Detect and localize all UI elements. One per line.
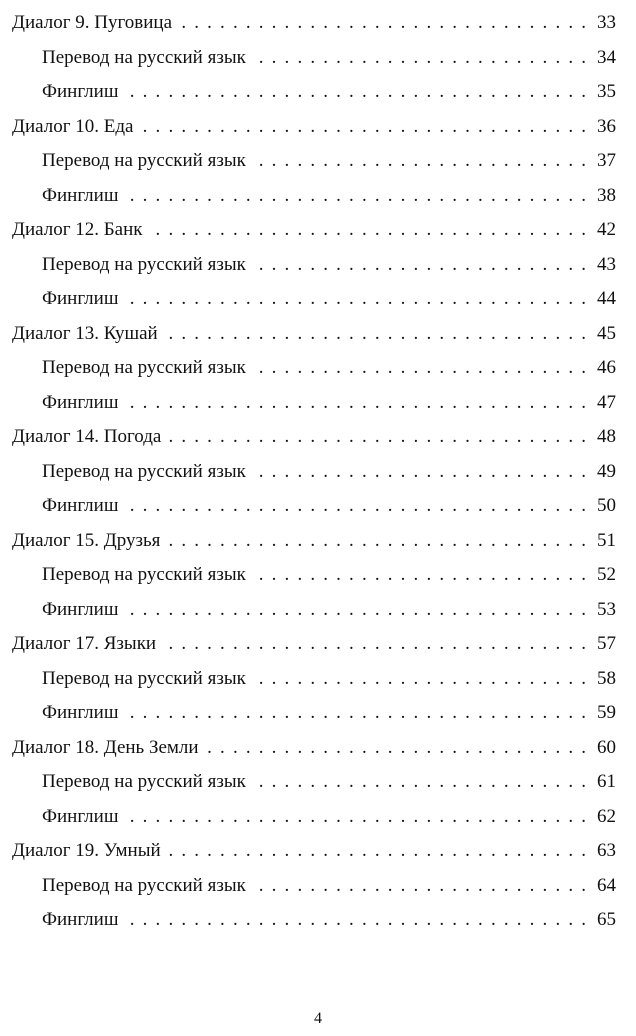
toc-entry-page-number: 44 (586, 288, 616, 310)
toc-entry-title: Финглиш (42, 599, 122, 621)
toc-entry-subsection (0, 351, 636, 386)
toc-entry-subsection (0, 282, 636, 317)
toc-entry-page-number: 51 (586, 530, 616, 552)
toc-entry-title: Перевод на русский язык (42, 564, 250, 586)
toc-entry-title: Финглиш (42, 81, 122, 103)
toc-entry-page-number: 62 (586, 806, 616, 828)
dot-leader (122, 495, 586, 517)
dot-leader (250, 254, 586, 276)
toc-entry-page-number: 48 (586, 426, 616, 448)
toc-entry-title: Перевод на русский язык (42, 150, 250, 172)
toc-entry-title: Диалог 10. Еда (12, 116, 137, 138)
toc-entry-subsection (0, 869, 636, 904)
toc-entry-title: Диалог 17. Языки (12, 633, 160, 655)
toc-entry-dialog (0, 834, 636, 869)
toc-entry-title: Диалог 18. День Земли (12, 737, 203, 759)
toc-entry-subsection (0, 765, 636, 800)
toc-entry-page-number: 38 (586, 185, 616, 207)
toc-entry-page-number: 49 (586, 461, 616, 483)
toc-entry-page-number: 45 (586, 323, 616, 345)
toc-entry-page-number: 34 (586, 47, 616, 69)
dot-leader (122, 702, 586, 724)
dot-leader (122, 392, 586, 414)
toc-entry-title: Диалог 9. Пуговица (12, 12, 176, 34)
toc-entry-page-number: 47 (586, 392, 616, 414)
toc-entry-title: Перевод на русский язык (42, 875, 250, 897)
toc-entry-dialog (0, 213, 636, 248)
toc-entry-page-number: 60 (586, 737, 616, 759)
toc-entry-page-number: 50 (586, 495, 616, 517)
dot-leader (250, 564, 586, 586)
toc-entry-subsection (0, 489, 636, 524)
toc-entry-title: Финглиш (42, 909, 122, 931)
toc-entry-subsection (0, 662, 636, 697)
toc-entry-page-number: 53 (586, 599, 616, 621)
toc-entry-subsection (0, 144, 636, 179)
toc-entry-subsection (0, 75, 636, 110)
dot-leader (137, 116, 586, 138)
toc-entry-dialog (0, 524, 636, 559)
dot-leader (165, 840, 586, 862)
toc-entry-dialog (0, 110, 636, 145)
toc-entry-title: Диалог 12. Банк (12, 219, 147, 241)
dot-leader (147, 219, 587, 241)
toc-entry-title: Финглиш (42, 392, 122, 414)
dot-leader (122, 909, 586, 931)
toc-entry-dialog (0, 731, 636, 766)
toc-entry-title: Перевод на русский язык (42, 47, 250, 69)
page-number: 4 (314, 1010, 322, 1027)
dot-leader (176, 12, 586, 34)
toc-entry-dialog (0, 317, 636, 352)
dot-leader (250, 150, 586, 172)
toc-entry-subsection (0, 800, 636, 835)
toc-entry-title: Перевод на русский язык (42, 668, 250, 690)
toc-entry-title: Перевод на русский язык (42, 357, 250, 379)
toc-entry-title: Финглиш (42, 806, 122, 828)
toc-entry-title: Финглиш (42, 185, 122, 207)
dot-leader (162, 323, 586, 345)
toc-entry-subsection (0, 455, 636, 490)
toc-entry-title: Диалог 14. Погода (12, 426, 165, 448)
dot-leader (250, 771, 586, 793)
toc-entry-subsection (0, 386, 636, 421)
toc-entry-page-number: 58 (586, 668, 616, 690)
toc-entry-subsection (0, 696, 636, 731)
dot-leader (250, 357, 586, 379)
toc-entry-dialog (0, 627, 636, 662)
toc-entry-title: Финглиш (42, 702, 122, 724)
toc-entry-page-number: 63 (586, 840, 616, 862)
toc-entry-page-number: 64 (586, 875, 616, 897)
toc-entry-subsection (0, 41, 636, 76)
dot-leader (165, 426, 586, 448)
toc-entry-subsection (0, 248, 636, 283)
toc-entry-subsection (0, 179, 636, 214)
dot-leader (250, 47, 586, 69)
toc-entry-title: Финглиш (42, 495, 122, 517)
toc-entry-subsection (0, 903, 636, 938)
toc-entry-page-number: 57 (586, 633, 616, 655)
toc-entry-page-number: 59 (586, 702, 616, 724)
toc-entry-page-number: 46 (586, 357, 616, 379)
dot-leader (122, 185, 586, 207)
dot-leader (160, 633, 586, 655)
toc-entry-title: Перевод на русский язык (42, 254, 250, 276)
toc-entry-page-number: 36 (586, 116, 616, 138)
toc-entry-page-number: 52 (586, 564, 616, 586)
toc-entry-title: Перевод на русский язык (42, 461, 250, 483)
toc-entry-subsection (0, 593, 636, 628)
toc-entry-page-number: 42 (586, 219, 616, 241)
dot-leader (122, 599, 586, 621)
toc-entry-page-number: 65 (586, 909, 616, 931)
toc-entry-page-number: 43 (586, 254, 616, 276)
toc-entry-page-number: 61 (586, 771, 616, 793)
toc-entry-dialog (0, 420, 636, 455)
toc-entry-title: Перевод на русский язык (42, 771, 250, 793)
toc-entry-page-number: 37 (586, 150, 616, 172)
toc-entry-title: Финглиш (42, 288, 122, 310)
toc-entry-dialog (0, 6, 636, 41)
dot-leader (250, 668, 586, 690)
dot-leader (122, 288, 586, 310)
dot-leader (122, 806, 586, 828)
toc-entry-title: Диалог 13. Кушай (12, 323, 162, 345)
toc-entry-page-number: 35 (586, 81, 616, 103)
toc-entry-title: Диалог 19. Умный (12, 840, 165, 862)
toc-entry-title: Диалог 15. Друзья (12, 530, 164, 552)
dot-leader (250, 875, 586, 897)
dot-leader (122, 81, 586, 103)
dot-leader (164, 530, 586, 552)
dot-leader (250, 461, 586, 483)
toc-entry-page-number: 33 (586, 12, 616, 34)
dot-leader (203, 737, 586, 759)
toc-entry-subsection (0, 558, 636, 593)
table-of-contents (0, 6, 636, 938)
